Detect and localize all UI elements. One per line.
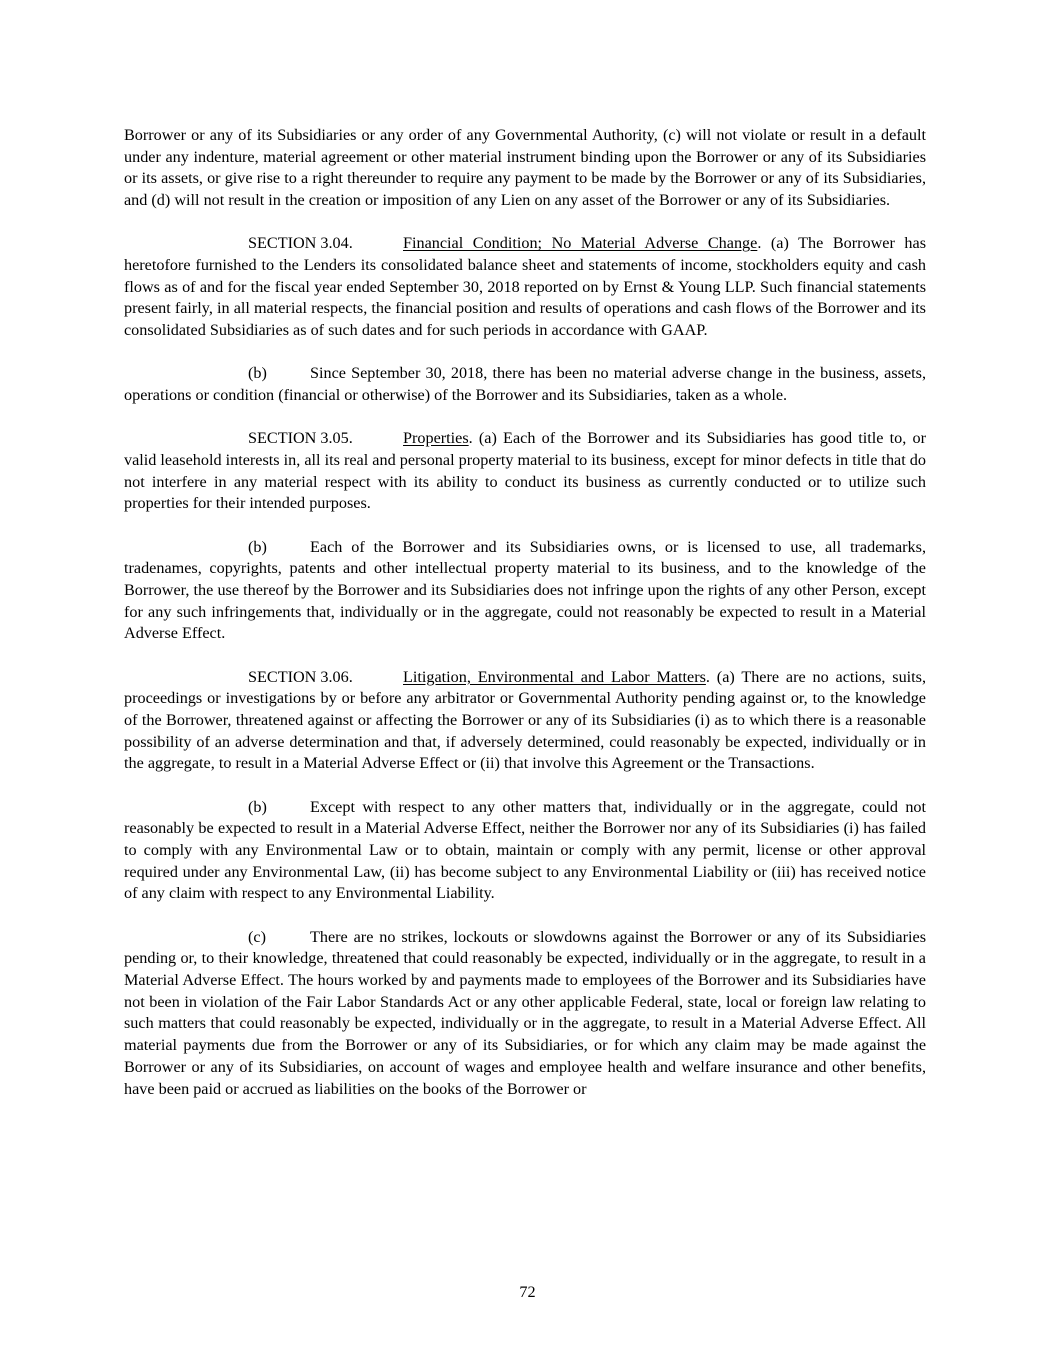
clause-text: Each of the Borrower and its Subsidiaries owns, or is licensed to use, all trademarks, tradenames, copyrights, patents and other intellectual property material to its business, and to the knowledge of the Borrower, the use thereof by the Borrower and its Subsidiaries does not infringe upon the rights of any other Person, except for any such infringements that, individually or in the aggregate, could not reasonably be expected to result in a Material Adverse Effect. [124,537,926,643]
clause-label: (b) [248,537,267,556]
clause-label: (c) [248,927,266,946]
paragraph-text: Borrower or any of its Subsidiaries or any order of any Governmental Authority, (c) will not violate or result in a default under any indenture, material agreement or other material instrument binding upon the Borrower or any of its Subsidiaries or its assets, or give rise to a right thereunder to require any payment to be made by the Borrower or any of its Subsidiaries, and (d) will not result in the creation or imposition of any Lien on any asset of the Borrower or any of its Subsidiaries. [124,126,926,210]
clause-text: Except with respect to any other matters that, individually or in the aggregate, could not reasonably be expected to result in a Material Adverse Effect, neither the Borrower nor any of its Subsidiaries (i) has failed to comply with any Environmental Law or to obtain, maintain or comply with any permit, license or other approval required under any Environmental Law, (ii) has become subject to any Environmental Liability or (iii) has received notice of any claim with respect to any Environmental Liability. [124,797,926,903]
section-3-04 [124,233,926,342]
paragraph-continuation [124,125,926,212]
section-3-06-b [124,797,926,906]
clause-label: (b) [248,797,267,816]
section-number: SECTION 3.04. [248,234,353,253]
section-3-05 [124,428,926,515]
clause-text: Since September 30, 2018, there has been no material adverse change in the business, assets, operations or condition (financial or otherwise) of the Borrower and its Subsidiaries, taken as a whole. [124,364,926,405]
clause-label: (b) [248,364,267,383]
section-3-05-b [124,537,926,646]
section-title: Properties [403,429,469,448]
page-number: 72 [519,1283,536,1301]
page-body [124,125,926,1122]
section-text: . (a) The Borrower has heretofore furnished to the Lenders its consolidated balance sheet and statements of income, stockholders equity and cash flows as of and for the fiscal year ended September 30, 2018 reported on by Ernst & Young LLP. Such financial statements present fairly, in all material respects, the financial position and results of operations and cash flows of the Borrower and its consolidated Subsidiaries as of such dates and for such periods in accordance with GAAP. [124,234,926,340]
section-3-06 [124,667,926,776]
section-number: SECTION 3.05. [248,429,353,448]
section-title: Financial Condition; No Material Adverse Change [403,234,758,253]
clause-text: There are no strikes, lockouts or slowdowns against the Borrower or any of its Subsidiaries pending or, to their knowledge, threatened that could reasonably be expected, individually or in the aggregate, to result in a Material Adverse Effect. The hours worked by and payments made to employees of the Borrower and its Subsidiaries have not been in violation of the Fair Labor Standards Act or any other applicable Federal, state, local or foreign law relating to such matters that could reasonably be expected, individually or in the aggregate, to result in a Material Adverse Effect. All material payments due from the Borrower or any of its Subsidiaries, or for which any claim may be made against the Borrower or any of its Subsidiaries, on account of wages and employee health and welfare insurance and other benefits, have been paid or accrued as liabilities on the books of the Borrower or [124,927,926,1098]
section-text: . (a) There are no actions, suits, proceedings or investigations by or before any arbitrator or Governmental Authority pending against or, to the knowledge of the Borrower, threatened against or affecting the Borrower or any of its Subsidiaries (i) as to which there is a reasonable possibility of an adverse determination and that, if adversely determined, could reasonably be expected, individually or in the aggregate, to result in a Material Adverse Effect or (ii) that involve this Agreement or the Transactions. [124,667,926,773]
section-text: . (a) Each of the Borrower and its Subsidiaries has good title to, or valid leasehold interests in, all its real and personal property material to its business, except for minor defects in title that do not interfere in any material respect with its ability to conduct its business as currently conducted or to utilize such properties for their intended purposes. [124,429,926,513]
section-3-06-c [124,927,926,1101]
section-number: SECTION 3.06. [248,667,353,686]
section-3-04-b [124,363,926,406]
section-title: Litigation, Environmental and Labor Matters [403,667,706,686]
